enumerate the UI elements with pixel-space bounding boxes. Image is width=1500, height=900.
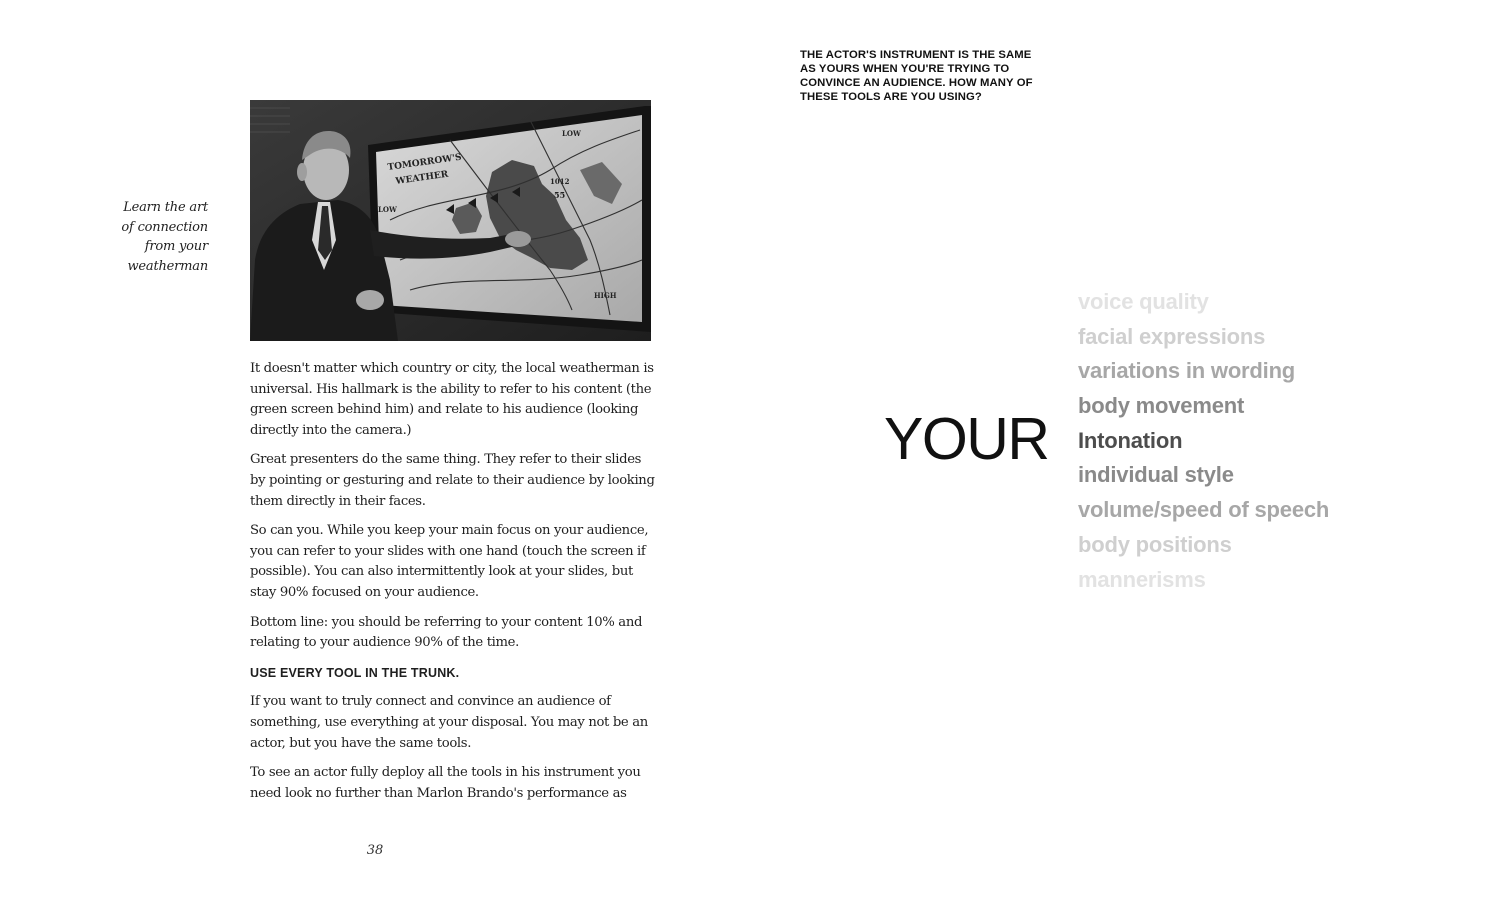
map-label: 55 xyxy=(554,190,566,200)
caption-line: weatherman xyxy=(127,258,208,274)
caption-line: of connection xyxy=(121,219,208,235)
tool-item: individual style xyxy=(1078,462,1234,488)
paragraph: Great presenters do the same thing. They refer to their slides by pointing or gesturing and relate to their audience by looking them directly in their faces. xyxy=(250,452,655,509)
section-heading: USE EVERY TOOL IN THE TRUNK. xyxy=(250,665,460,680)
paragraph: To see an actor fully deploy all the tools in his instrument you need look no further than Marlon Brando's performance as xyxy=(250,765,641,801)
article-body xyxy=(250,359,655,813)
kicker-line: THE ACTOR'S INSTRUMENT IS THE SAME xyxy=(800,49,1032,61)
page-number: 38 xyxy=(366,843,384,858)
map-title-line: WEATHER xyxy=(395,169,449,187)
big-word: YOUR xyxy=(884,406,1049,472)
tool-item: body positions xyxy=(1078,531,1232,557)
paragraph: It doesn't matter which country or city, the local weatherman is universal. His hallmark is the ability to refer to his content (the green screen behind him) and relate to his audience (looking directly into the camera.) xyxy=(250,361,654,438)
tool-item: Intonation xyxy=(1078,427,1183,453)
paragraph: If you want to truly connect and convince an audience of something, use everything at your disposal. You may not be an actor, but you have the same tools. xyxy=(250,694,648,751)
tool-item: facial expressions xyxy=(1078,323,1266,349)
tool-item: voice quality xyxy=(1078,289,1209,314)
tool-item: body movement xyxy=(1078,393,1245,419)
kicker-line: AS YOURS WHEN YOU'RE TRYING TO xyxy=(800,63,1010,75)
caption-line: Learn the art xyxy=(123,200,208,215)
tool-item: volume/speed of speech xyxy=(1078,497,1330,523)
paragraph: Bottom line: you should be referring to your content 10% and relating to your audience 90% of the time. xyxy=(250,614,643,651)
kicker-line: CONVINCE AN AUDIENCE. HOW MANY OF xyxy=(800,77,1033,89)
caption-line: from your xyxy=(144,239,208,254)
weatherman-photo xyxy=(250,100,651,341)
paragraph: So can you. While you keep your main focus on your audience, you can refer to your slides with one hand (touch the screen if possible). You can also intermittently look at your slides, but stay 90% focused on your audience. xyxy=(250,523,649,600)
map-label: HIGH xyxy=(594,291,617,300)
kicker-line: THESE TOOLS ARE YOU USING? xyxy=(800,91,982,103)
kicker-text xyxy=(800,48,1070,104)
weatherman-illustration xyxy=(250,100,651,341)
map-label: LOW xyxy=(562,129,581,138)
map-label: 1012 xyxy=(550,177,570,186)
tool-item: variations in wording xyxy=(1078,358,1296,384)
map-title-line: TOMORROW'S xyxy=(387,152,463,173)
tool-item: mannerisms xyxy=(1078,566,1206,592)
sidebar-caption xyxy=(108,198,208,276)
tools-list xyxy=(1078,285,1329,597)
map-label: LOW xyxy=(378,205,397,214)
